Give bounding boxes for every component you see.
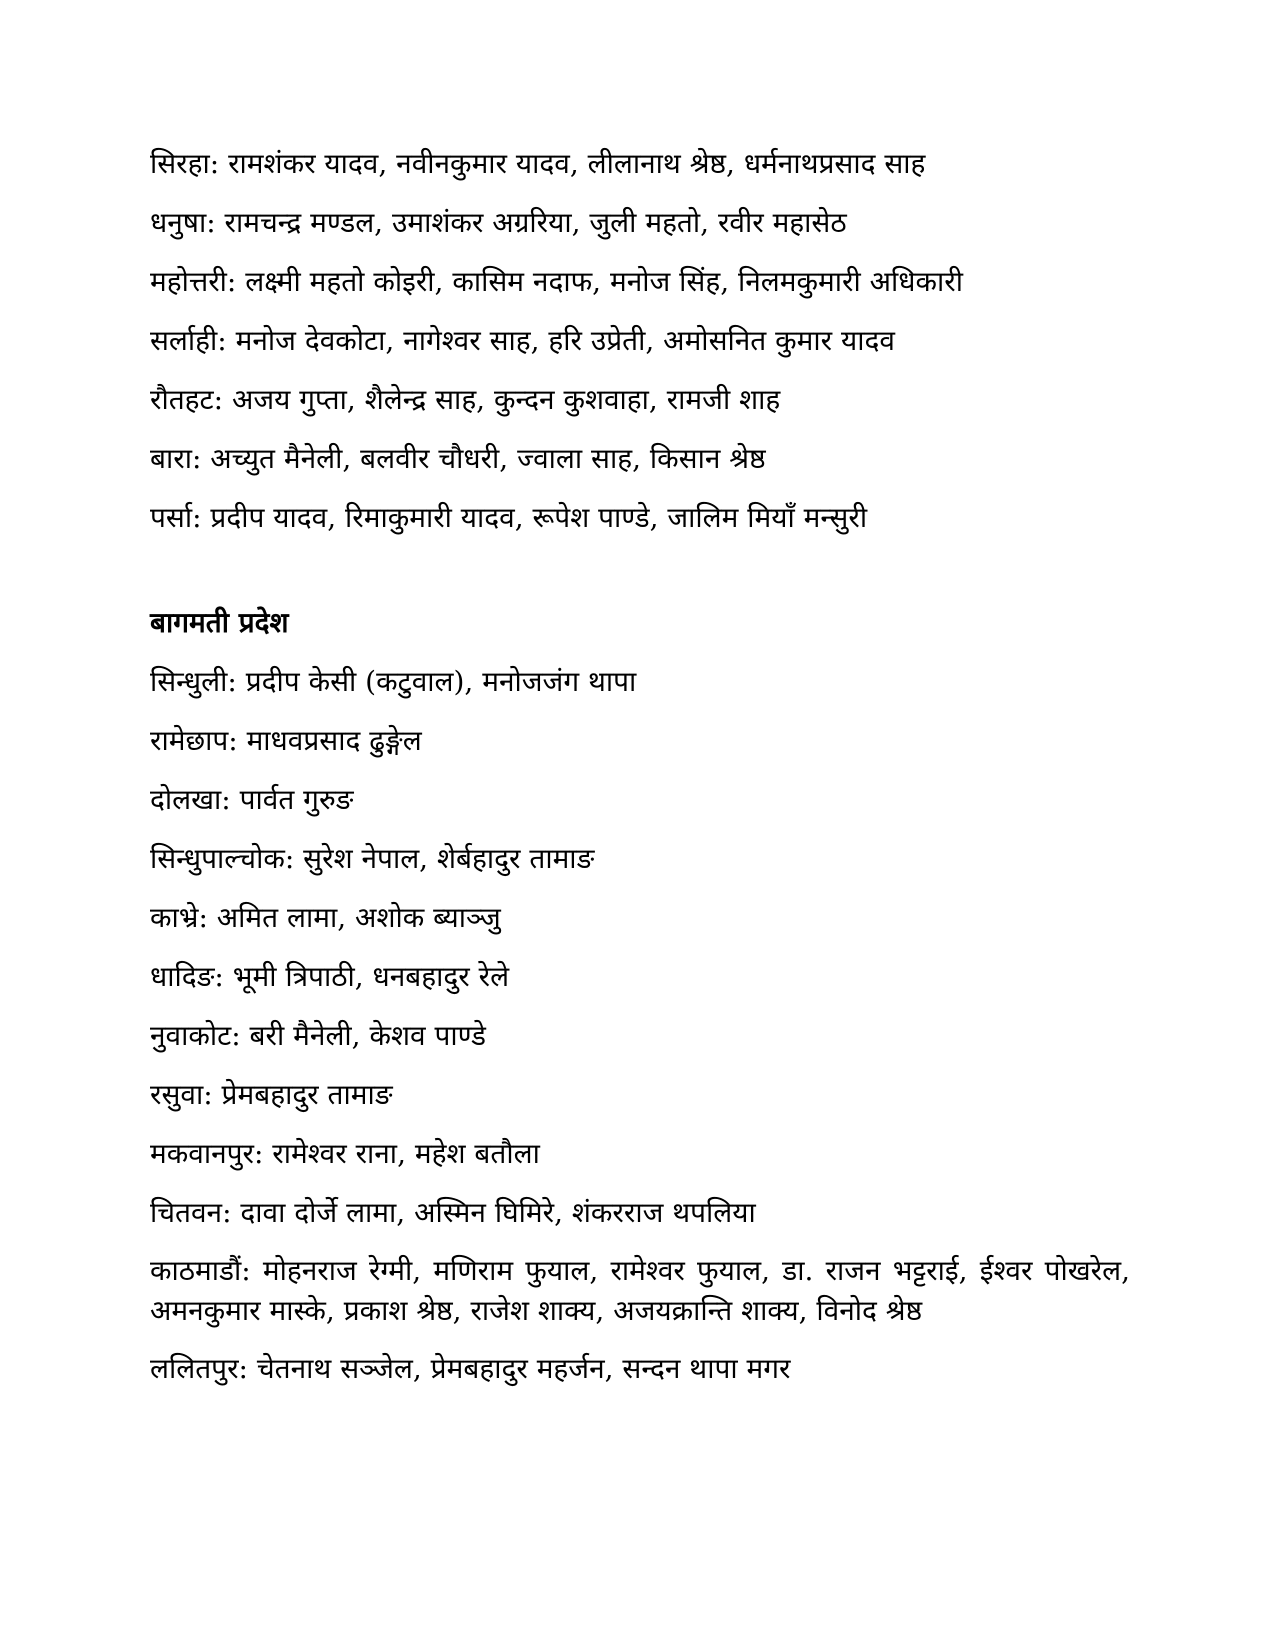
district-line-sindhupalchok: सिन्धुपाल्चोक: सुरेश नेपाल, शेर्बहादुर तामाङ (150, 842, 595, 875)
district-line-makwanpur: मकवानपुर: रामेश्वर राना, महेश बतौला (150, 1137, 540, 1170)
section-heading-bagmati: बागमती प्रदेश (150, 606, 289, 639)
district-line-sindhuli: सिन्धुली: प्रदीप केसी (कटुवाल), मनोजजंग थापा (150, 665, 637, 698)
district-line-chitwan: चितवन: दावा दोर्जे लामा, अस्मिन घिमिरे, शंकरराज थपलिया (150, 1196, 756, 1229)
district-line-mahottari: महोत्तरी: लक्ष्मी महतो कोइरी, कासिम नदाफ, मनोज सिंह, निलमकुमारी अधिकारी (150, 265, 963, 298)
district-line-siraha: सिरहा: रामशंकर यादव, नवीनकुमार यादव, लीलानाथ श्रेष्ठ, धर्मनाथप्रसाद साह (150, 147, 926, 180)
district-line-kavre: काभ्रे: अमित लामा, अशोक ब्याञ्जु (150, 901, 501, 934)
district-line-rasuwa: रसुवा: प्रेमबहादुर तामाङ (150, 1078, 393, 1111)
district-line-nuwakot: नुवाकोट: बरी मैनेली, केशव पाण्डे (150, 1019, 486, 1052)
district-line-dolakha: दोलखा: पार्वत गुरुङ (150, 783, 354, 816)
document-page (150, 143, 1130, 1407)
section-gap (150, 556, 1130, 602)
district-line-sarlahi: सर्लाही: मनोज देवकोटा, नागेश्वर साह, हरि उप्रेती, अमोसनित कुमार यादव (150, 324, 895, 357)
district-line-ramechhap: रामेछाप: माधवप्रसाद ढुङ्गेल (150, 724, 422, 757)
district-line-dhading: धादिङ: भूमी त्रिपाठी, धनबहादुर रेले (150, 960, 510, 993)
district-line-kathmandu: काठमाडौं: मोहनराज रेग्मी, मणिराम फुयाल, रामेश्वर फुयाल, डा. राजन भट्टराई, ईश्वर पोखरेल, अमनकुमार मास्के, प्रकाश श्रेष्ठ, राजेश शाक्य, अजयक्रान्ति शाक्य, विनोद श्रेष्ठ (150, 1254, 1130, 1327)
district-line-lalitpur: ललितपुर: चेतनाथ सञ्जेल, प्रेमबहादुर महर्जन, सन्दन थापा मगर (150, 1352, 791, 1385)
district-line-parsa: पर्सा: प्रदीप यादव, रिमाकुमारी यादव, रूपेश पाण्डे, जालिम मियाँ मन्सुरी (150, 501, 868, 534)
district-line-dhanusha: धनुषा: रामचन्द्र मण्डल, उमाशंकर अग्ररिया, जुली महतो, रवीर महासेठ (150, 206, 847, 239)
district-line-bara: बारा: अच्युत मैनेली, बलवीर चौधरी, ज्वाला साह, किसान श्रेष्ठ (150, 442, 766, 475)
district-line-rautahat: रौतहट: अजय गुप्ता, शैलेन्द्र साह, कुन्दन कुशवाहा, रामजी शाह (150, 383, 781, 416)
